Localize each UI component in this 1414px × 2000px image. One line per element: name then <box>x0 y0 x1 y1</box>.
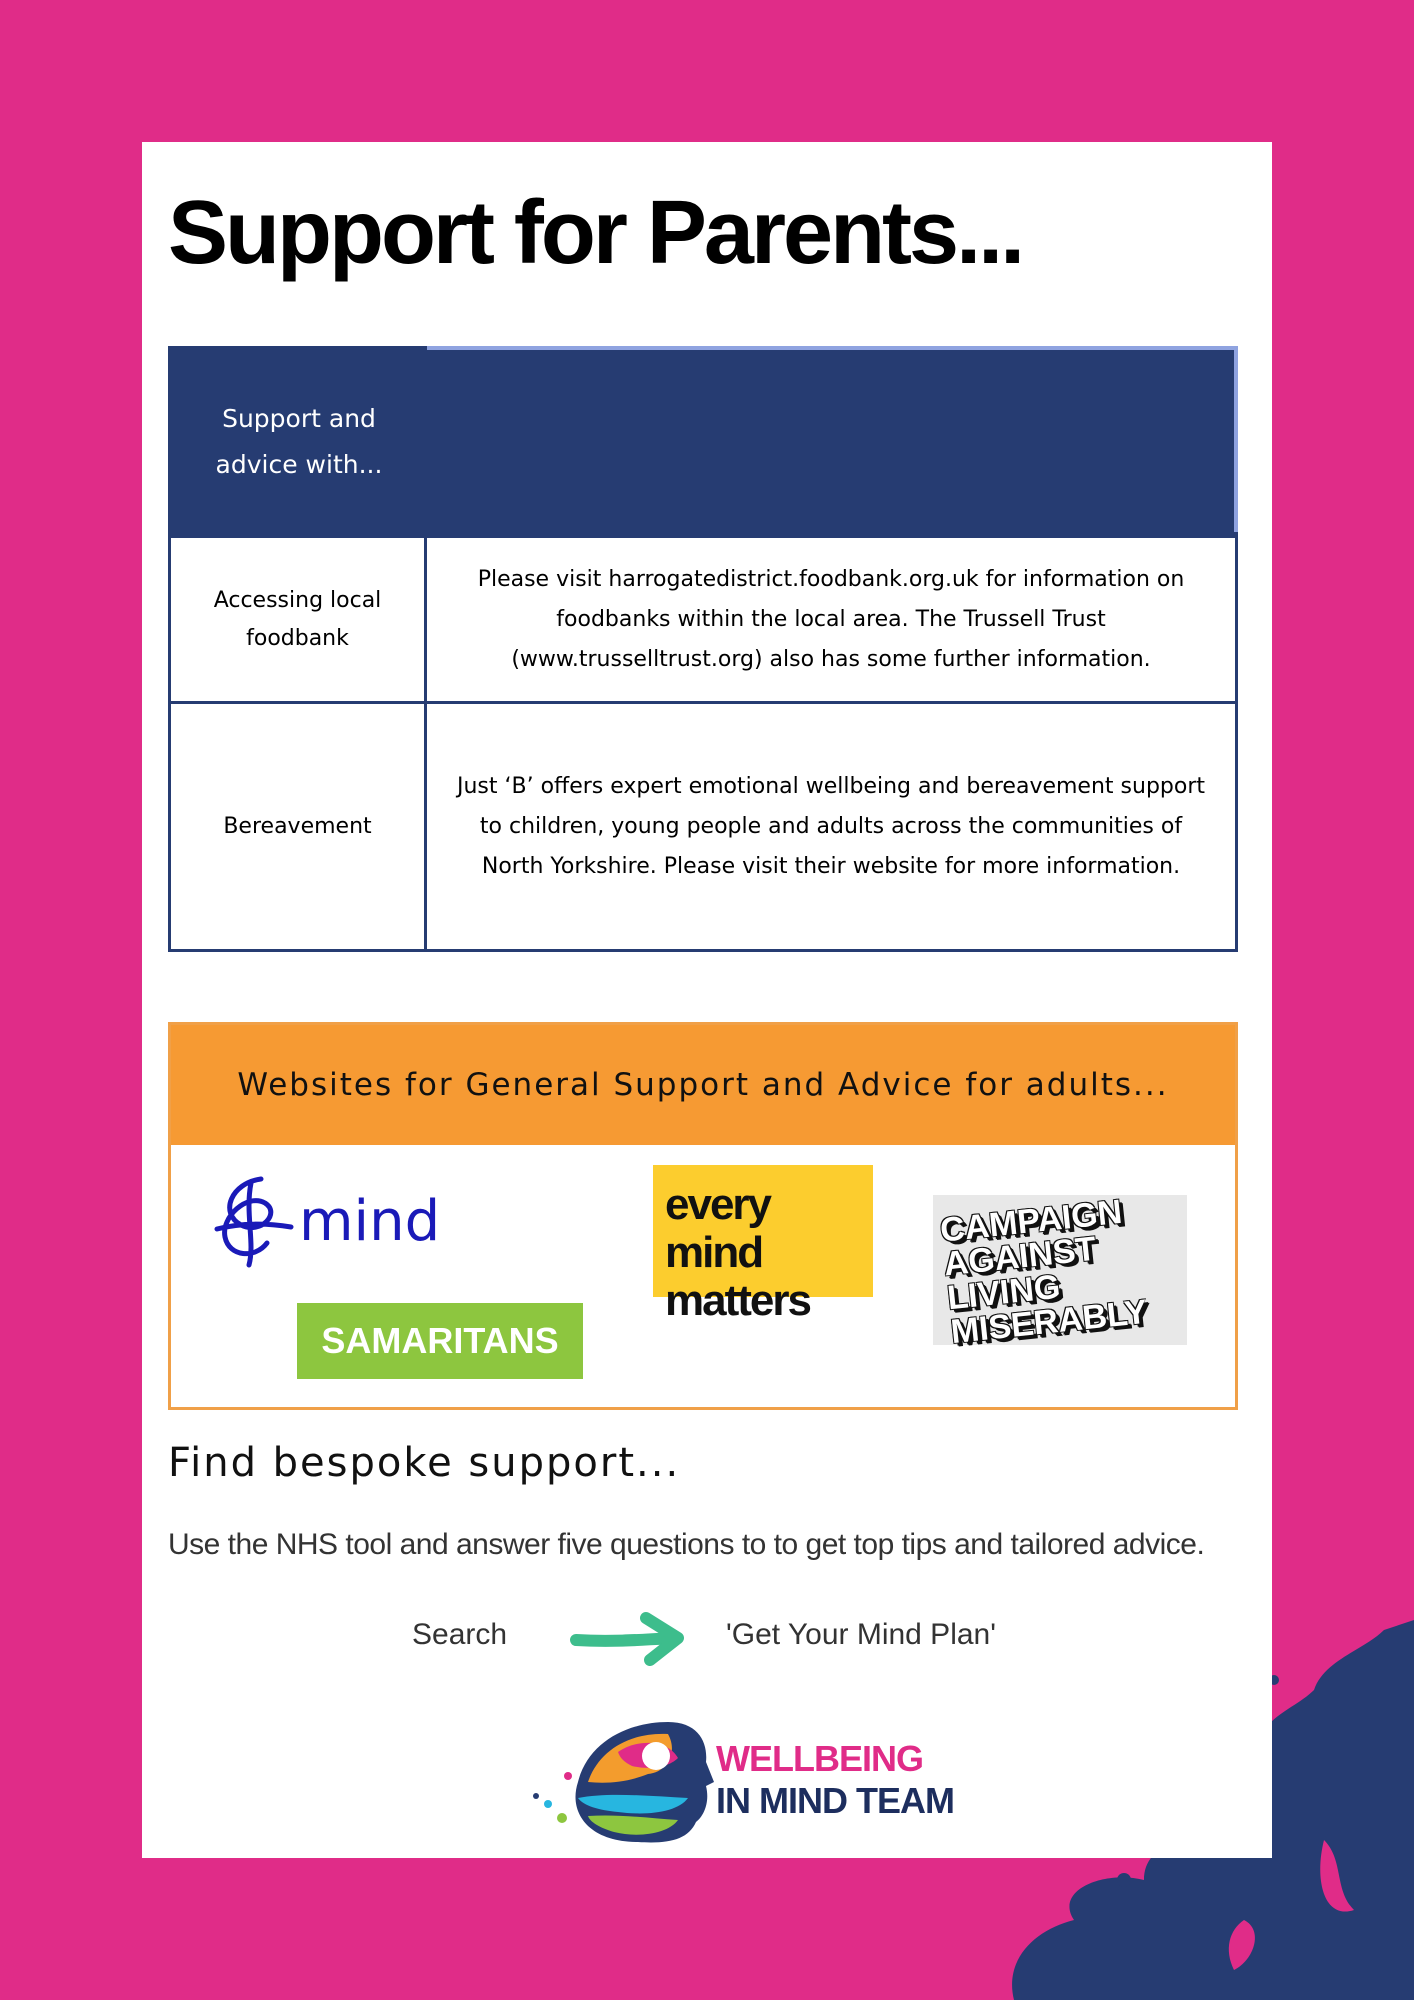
table-header-row <box>171 349 1235 535</box>
table-header-label: Support and advice with... <box>215 404 383 479</box>
page-title: Support for Parents... <box>168 183 1023 283</box>
row-topic: Accessing local foodbank <box>171 538 427 701</box>
bespoke-heading: Find bespoke support... <box>168 1440 681 1486</box>
websites-heading: Websites for General Support and Advice for adults... <box>171 1025 1235 1145</box>
table-row <box>171 535 1235 701</box>
green-arrow-icon <box>570 1610 690 1666</box>
support-table <box>168 346 1238 952</box>
mind-logo-text: mind <box>299 1188 441 1254</box>
bespoke-text: Use the NHS tool and answer five questions to to get top tips and tailored advice. <box>168 1528 1205 1561</box>
search-label: Search <box>412 1618 508 1651</box>
calm-logo[interactable] <box>933 1192 1187 1352</box>
row-info: Just ‘B’ offers expert emotional wellbeing and bereavement support to children, young people and adults across the communities of North Yorkshire. Please visit their website for more information. <box>457 773 1205 879</box>
websites-box <box>168 1022 1238 1410</box>
wellbeing-in-mind-logo-text: WELLBEING IN MIND TEAM <box>716 1738 954 1821</box>
mind-scribble-icon <box>211 1173 295 1269</box>
mind-plan-label: 'Get Your Mind Plan' <box>726 1618 996 1651</box>
row-info: Please visit harrogatedistrict.foodbank.org.uk for information on foodbanks within the local area. The Trussell Trust (www.trusselltrust.org) also has some further information. <box>477 566 1185 672</box>
content-card <box>142 142 1272 1858</box>
calm-logo-text: CAMPAIGN AGAINST LIVING MISERABLY <box>938 1192 1150 1352</box>
mind-logo[interactable] <box>211 1173 440 1269</box>
samaritans-logo[interactable]: SAMARITANS <box>297 1303 583 1379</box>
row-topic: Bereavement <box>171 704 427 949</box>
table-row <box>171 701 1235 949</box>
every-mind-matters-logo[interactable]: every mind matters <box>653 1165 873 1297</box>
